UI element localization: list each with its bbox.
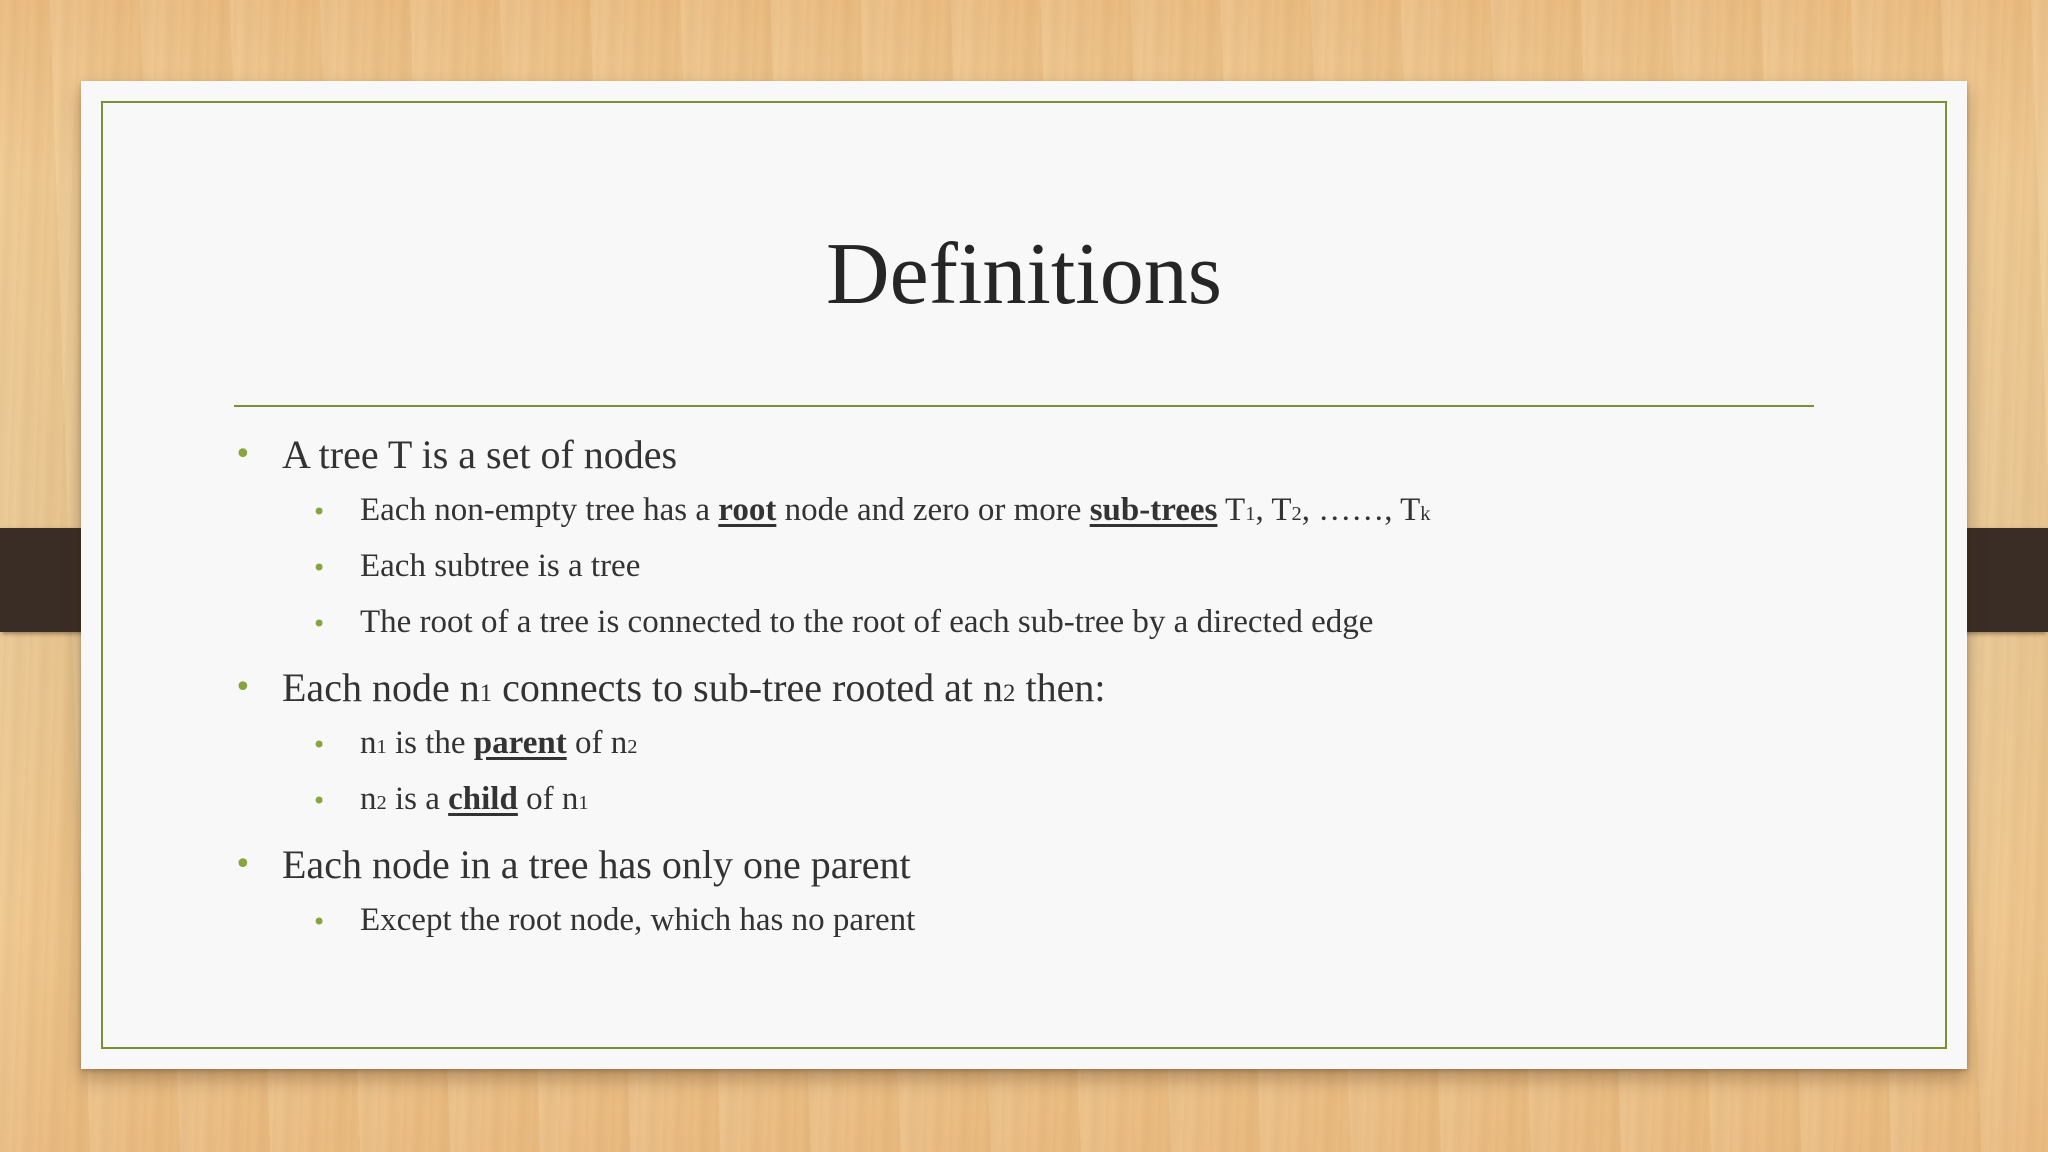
sub-bullet-item — [312, 548, 640, 585]
bullet-text: Each subtree is a tree — [360, 548, 641, 584]
bullet-text: n2 is a child of n1 — [360, 781, 589, 817]
bullet-text: Each non-empty tree has a root node and zero or more sub-trees T1, T2, ……, Tk — [360, 492, 1431, 528]
bullet-dot-icon: • — [234, 847, 252, 882]
sub-bullet-item — [312, 781, 589, 818]
bullet-dot-icon: • — [234, 670, 252, 705]
bullet-dot-icon: • — [312, 554, 327, 582]
sub-bullet-item — [312, 902, 915, 939]
bullet-item — [234, 841, 911, 888]
bullet-text: Each node n1 connects to sub-tree rooted at n2 then: — [282, 665, 1106, 710]
title-divider — [234, 405, 1814, 407]
term-sub-trees: sub-trees — [1089, 492, 1218, 528]
bullet-dot-icon: • — [312, 787, 327, 815]
bullet-item — [234, 431, 677, 478]
bullet-text: n1 is the parent of n2 — [360, 725, 638, 761]
slide — [81, 81, 1967, 1069]
bullet-item — [234, 664, 1105, 711]
term-child: child — [448, 781, 518, 817]
bullet-dot-icon: • — [312, 498, 327, 526]
sub-bullet-item — [312, 604, 1373, 641]
bullet-text: Each node in a tree has only one parent — [282, 842, 911, 887]
bullet-dot-icon: • — [312, 908, 327, 936]
sub-bullet-item — [312, 492, 1431, 529]
bullet-text: The root of a tree is connected to the root of each sub-tree by a directed edge — [360, 604, 1374, 640]
bullet-dot-icon: • — [234, 437, 252, 472]
bullet-dot-icon: • — [312, 731, 327, 759]
bullet-text: Except the root node, which has no parent — [360, 902, 916, 938]
term-root: root — [718, 492, 777, 528]
bullet-text: A tree T is a set of nodes — [282, 432, 678, 477]
slide-title: Definitions — [826, 226, 1222, 323]
term-parent: parent — [473, 725, 567, 761]
bullet-dot-icon: • — [312, 610, 327, 638]
sub-bullet-item — [312, 725, 637, 762]
